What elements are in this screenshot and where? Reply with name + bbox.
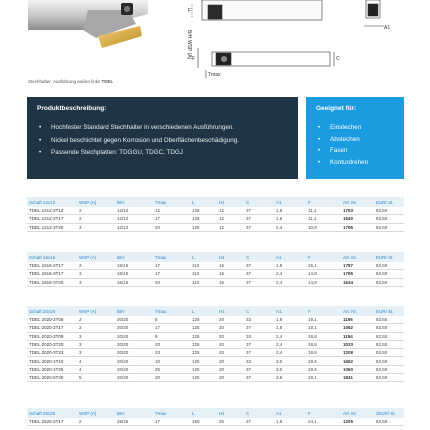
table-header-cell: L (192, 199, 195, 205)
table-cell: 150 (192, 419, 200, 425)
table-cell: 125 (192, 216, 200, 222)
table-cell: 83,50 (376, 216, 388, 222)
table-row (27, 224, 404, 232)
table-header-cell: B/H (117, 199, 125, 205)
table-cell: 4 (79, 366, 82, 372)
table-cell: 1,8 (276, 208, 283, 214)
product-table (27, 306, 404, 382)
table-cell: 83,50 (376, 366, 388, 372)
table-cell: 3 (79, 224, 82, 230)
suitable-item: • Einstechen (316, 122, 394, 134)
table-cell: 15,1 (308, 263, 317, 269)
table-header-cell: A1 (276, 199, 282, 205)
table-cell: 125 (192, 350, 200, 356)
table-cell: TDEL 2020-5T20 (29, 375, 64, 381)
table-cell: 18,5 (308, 366, 317, 372)
table-cell: 3,0 (276, 366, 283, 372)
table-cell: 20 (219, 342, 225, 348)
table-cell: 10,8 (308, 224, 317, 230)
table-cell: 1652 (343, 358, 354, 364)
table-cell: 1787 (343, 263, 354, 269)
table-row (27, 349, 404, 357)
table-cell: 8 (155, 317, 158, 323)
tool-holder-image (28, 0, 148, 62)
table-header-cell: L (192, 308, 195, 314)
table-cell: 14,8 (308, 279, 317, 285)
table-cell: 1,8 (276, 419, 283, 425)
table-cell: 110 (192, 271, 200, 277)
table-cell: 2 (79, 325, 82, 331)
table-cell: 17 (155, 419, 161, 425)
table-cell: 20 (155, 224, 161, 230)
table-cell: 37 (246, 271, 252, 277)
table-cell: 2,4 (276, 333, 283, 339)
table-header-cell: C (246, 308, 250, 314)
table-row (27, 215, 404, 223)
table-cell: 18,8 (308, 342, 317, 348)
table-cell: 3 (79, 350, 82, 356)
table-cell: 1060 (343, 366, 354, 372)
table-cell: 1033 (343, 342, 354, 348)
table-cell: 20/20 (117, 350, 129, 356)
description-list (37, 122, 288, 160)
table-header-cell: B/H (117, 308, 125, 314)
table-header-cell: F (308, 254, 311, 260)
table-cell: 37 (246, 208, 252, 214)
drawing-label-bh: B/H (186, 30, 192, 39)
table-cell: 19,1 (308, 317, 317, 323)
table-cell: 1062 (343, 325, 354, 331)
suitable-item: • Abstechen (316, 134, 394, 146)
table-cell: 12 (219, 216, 225, 222)
table-cell: 83,50 (376, 279, 388, 285)
table-cell: 24,1 (308, 419, 317, 425)
table-cell: 83,50 (376, 419, 388, 425)
table-cell: 20/20 (117, 342, 129, 348)
table-cell: 12/12 (117, 208, 129, 214)
table-cell: 23 (155, 350, 161, 356)
table-row (27, 418, 404, 426)
table-cell: 83,50 (376, 325, 388, 331)
table-header-cell: zEUR/ St. (376, 410, 396, 416)
table-cell: 25/25 (117, 419, 129, 425)
table-cell: 37 (246, 419, 252, 425)
table-cell: 83,50 (376, 375, 388, 381)
table-cell: 1,8 (276, 317, 283, 323)
description-item: • Passende Stechplatten: TDGGU, TDGC, TDGJ (37, 147, 288, 160)
table-cell: 1795 (343, 271, 354, 277)
table-cell: 16 (219, 271, 225, 277)
table-header-cell: C (246, 410, 250, 416)
table-cell: 17 (155, 216, 161, 222)
table-row (27, 270, 404, 278)
table-cell: 37 (246, 216, 252, 222)
table-cell: 18,1 (308, 375, 317, 381)
table-cell: 11,1 (308, 208, 317, 214)
table-cell: 1534 (343, 279, 354, 285)
description-title: Produktbeschreibung: (37, 105, 107, 112)
table-header-cell: H1 (219, 308, 225, 314)
table-header-cell: Schaft 20x20 (29, 308, 56, 314)
table-cell: 1841 (343, 375, 354, 381)
table-cell: TDEL 2020-2T17 (29, 325, 64, 331)
table-cell: 3,6 (276, 375, 283, 381)
table-cell: 20 (219, 375, 225, 381)
table-row (27, 374, 404, 382)
table-cell: 33 (246, 317, 252, 323)
table-cell: 20 (219, 350, 225, 356)
table-cell: 11,1 (308, 216, 317, 222)
technical-drawing (184, 0, 404, 82)
table-cell: 2,4 (276, 350, 283, 356)
description-item: • Hochfester Standard Stechhalter in verschiedenen Ausführungen. (37, 122, 288, 135)
table-row (27, 207, 404, 215)
table-cell: 18,8 (308, 333, 317, 339)
table-header (27, 408, 404, 418)
table-header-cell: EUR/ St. (376, 308, 394, 314)
table-header-cell: C (246, 199, 250, 205)
table-cell: 1194 (343, 333, 353, 339)
table-cell: 2 (79, 419, 82, 425)
table-header (27, 306, 404, 316)
suitable-item: • Konturdrehen (316, 157, 394, 169)
table-cell: TDEL 2020-3T09 (29, 333, 64, 339)
table-cell: 1540 (343, 216, 354, 222)
table-header-cell: WSP (A) (79, 308, 97, 314)
table-header-cell: A1 (276, 410, 282, 416)
product-hero (0, 0, 430, 90)
drawing-label-wsp: WSP (A) (186, 40, 192, 60)
table-cell: 1208 (343, 350, 354, 356)
table-cell: 37 (246, 375, 252, 381)
suitable-item: • Fasen (316, 145, 394, 157)
drawing-label-f: F (188, 8, 192, 14)
drawing-label-a1: A1 (384, 25, 391, 31)
table-cell: 16/16 (117, 271, 129, 277)
table-cell: 3 (79, 342, 82, 348)
product-table (27, 408, 404, 426)
table-cell: 125 (192, 358, 200, 364)
table-cell: 9 (155, 333, 158, 339)
table-cell: 37 (246, 263, 252, 269)
table-cell: TDEL 1616-2T17 (29, 263, 64, 269)
table-header (27, 252, 404, 262)
table-cell: 83,50 (376, 333, 388, 339)
table-cell: 20 (219, 317, 225, 323)
description-item: • Nickel beschichtet gegen Korrosion und Oberflächenbeschädigung. (37, 135, 288, 148)
table-cell: 125 (192, 325, 200, 331)
holder-caption: Stechhalter: Ausführung außen links TDEL (28, 79, 114, 84)
table-header-cell: H1 (219, 410, 225, 416)
table-header-cell: WSP (A) (79, 410, 97, 416)
drawing-label-c: C (336, 56, 340, 62)
table-cell: 12 (155, 208, 161, 214)
suitable-title: Geeignet für: (316, 105, 357, 112)
table-cell: TDEL 2020-2T08 (29, 317, 64, 323)
table-cell: 20 (155, 279, 161, 285)
table-cell: 125 (192, 317, 200, 323)
table-cell: 5 (79, 375, 82, 381)
table-cell: TDEL 2020-4T10 (29, 358, 64, 364)
table-cell: 20 (219, 325, 225, 331)
table-cell: 83,50 (376, 358, 388, 364)
table-cell: TDEL 2525-2T17 (29, 419, 64, 425)
table-cell: 12/12 (117, 216, 129, 222)
table-cell: 20/20 (117, 333, 129, 339)
table-cell: 125 (192, 366, 200, 372)
table-cell: 20 (219, 366, 225, 372)
table-cell: TDEL 2020-3T20 (29, 342, 64, 348)
table-cell: 37 (246, 224, 252, 230)
table-cell: 20 (219, 358, 225, 364)
table-cell: 110 (192, 263, 200, 269)
table-cell: 14,8 (308, 271, 317, 277)
table-header-cell: L (192, 254, 195, 260)
table-cell: 16 (219, 263, 225, 269)
table-cell: TDEL 1212-3T20 (29, 224, 64, 230)
table-cell: 2,4 (276, 224, 283, 230)
table-cell: 1,8 (276, 325, 283, 331)
table-cell: 20/20 (117, 358, 129, 364)
table-cell: 16/16 (117, 263, 129, 269)
table-header-cell: B/H (117, 410, 125, 416)
table-header-cell: WSP (A) (79, 254, 97, 260)
drawing-label-f2: F (192, 56, 196, 62)
table-cell: 3 (79, 333, 82, 339)
table-header-cell: Tmax (155, 199, 167, 205)
table-cell: 19,1 (308, 325, 317, 331)
table-cell: 12/12 (117, 224, 129, 230)
table-cell: 2 (79, 216, 82, 222)
table-cell: 20/20 (117, 317, 129, 323)
table-row (27, 357, 404, 365)
table-row (27, 341, 404, 349)
table-cell: 2 (79, 263, 82, 269)
table-cell: 125 (192, 375, 200, 381)
table-cell: 3,0 (276, 358, 283, 364)
table-header-cell: EUR/ St. (376, 254, 394, 260)
drawing-label-tmax: Tmax (208, 72, 221, 78)
table-cell: 1753 (343, 208, 354, 214)
table-header-cell: F (308, 199, 311, 205)
table-cell: 20 (219, 333, 225, 339)
table-header-cell: A1 (276, 254, 282, 260)
table-cell: 20/20 (117, 375, 129, 381)
table-header-cell: C (246, 254, 250, 260)
table-cell: 2,4 (276, 271, 283, 277)
table-cell: 1205 (343, 419, 354, 425)
table-cell: 125 (192, 208, 200, 214)
table-header-cell: Schaft 16x16 (29, 254, 56, 260)
table-cell: 125 (192, 342, 200, 348)
table-cell: 10 (155, 358, 161, 364)
table-cell: 33 (246, 358, 252, 364)
table-cell: TDEL 2020-3T23 (29, 350, 64, 356)
table-cell: 25 (155, 366, 161, 372)
table-cell: 1795 (343, 224, 354, 230)
table-cell: 125 (192, 224, 200, 230)
table-header-cell: F (308, 308, 311, 314)
table-cell: 33 (246, 333, 252, 339)
table-cell: 1196 (343, 317, 353, 323)
table-cell: 16/16 (117, 279, 129, 285)
table-cell: 83,50 (376, 350, 388, 356)
table-cell: 18,8 (308, 350, 317, 356)
table-cell: 37 (246, 366, 252, 372)
table-header-cell: Schaft 12x12 (29, 199, 56, 205)
table-cell: 83,50 (376, 224, 388, 230)
table-row (27, 316, 404, 324)
table-header-cell: Tmax (155, 410, 167, 416)
table-header-cell: F (308, 410, 311, 416)
table-cell: 83,50 (376, 317, 388, 323)
table-header-cell: Tmax (155, 308, 167, 314)
table-cell: 4 (79, 358, 82, 364)
table-header-cell: Tmax (155, 254, 167, 260)
table-cell: TDEL 2020-4T25 (29, 366, 64, 372)
table-cell: 37 (246, 350, 252, 356)
table-cell: 17 (155, 263, 161, 269)
table-cell: 17 (155, 271, 161, 277)
suitable-for-panel (306, 97, 404, 179)
table-cell: TDEL 1616-3T20 (29, 279, 64, 285)
table-header-cell: A1 (276, 308, 282, 314)
table-cell: 17 (155, 325, 161, 331)
table-cell: 1,8 (276, 216, 283, 222)
table-cell: 16 (219, 279, 225, 285)
table-cell: 3 (79, 271, 82, 277)
table-cell: 83,50 (376, 263, 388, 269)
table-cell: 37 (246, 279, 252, 285)
table-cell: 83,50 (376, 342, 388, 348)
table-cell: 2 (79, 317, 82, 323)
table-cell: 12 (219, 224, 225, 230)
table-row (27, 333, 404, 341)
table-cell: 1,8 (276, 263, 283, 269)
table-cell: 83,50 (376, 208, 388, 214)
table-header-cell: L (192, 410, 195, 416)
table-cell: 37 (246, 342, 252, 348)
table-cell: TDEL 1212-2T17 (29, 216, 64, 222)
table-cell: 12 (219, 208, 225, 214)
table-header-cell: Art. Nr. (343, 199, 358, 205)
table-cell: 20 (155, 342, 161, 348)
table-header-cell: Art. Nr. (343, 254, 358, 260)
table-cell: 83,50 (376, 271, 388, 277)
table-header-cell: B/H (117, 254, 125, 260)
table-header-cell: H1 (219, 254, 225, 260)
table-header-cell: Art. Nr. (343, 308, 358, 314)
table-row (27, 324, 404, 332)
table-cell: 110 (192, 279, 200, 285)
table-header-cell: EUR/ St. (376, 199, 394, 205)
table-row (27, 366, 404, 374)
table-cell: TDEL 1212-2T12 (29, 208, 64, 214)
table-cell: 20/20 (117, 366, 129, 372)
table-cell: 18,5 (308, 358, 317, 364)
table-cell: TDEL 1616-3T17 (29, 271, 64, 277)
suitable-list (316, 122, 394, 168)
table-cell: 2,4 (276, 279, 283, 285)
table-cell: 3 (79, 279, 82, 285)
table-row (27, 262, 404, 270)
table-cell: 20 (155, 375, 161, 381)
table-header (27, 197, 404, 207)
table-header-cell: WSP (A) (79, 199, 97, 205)
table-row (27, 279, 404, 287)
product-table (27, 252, 404, 287)
table-cell: 37 (246, 325, 252, 331)
product-description-panel (27, 97, 298, 179)
table-header-cell: Art. Nr. (343, 410, 358, 416)
table-cell: 125 (192, 333, 200, 339)
table-cell: 20/20 (117, 325, 129, 331)
table-header-cell: Schaft 25x25 (29, 410, 56, 416)
table-cell: 2 (79, 208, 82, 214)
product-table (27, 197, 404, 232)
table-cell: 2,4 (276, 342, 283, 348)
table-header-cell: H1 (219, 199, 225, 205)
table-cell: 25 (219, 419, 225, 425)
